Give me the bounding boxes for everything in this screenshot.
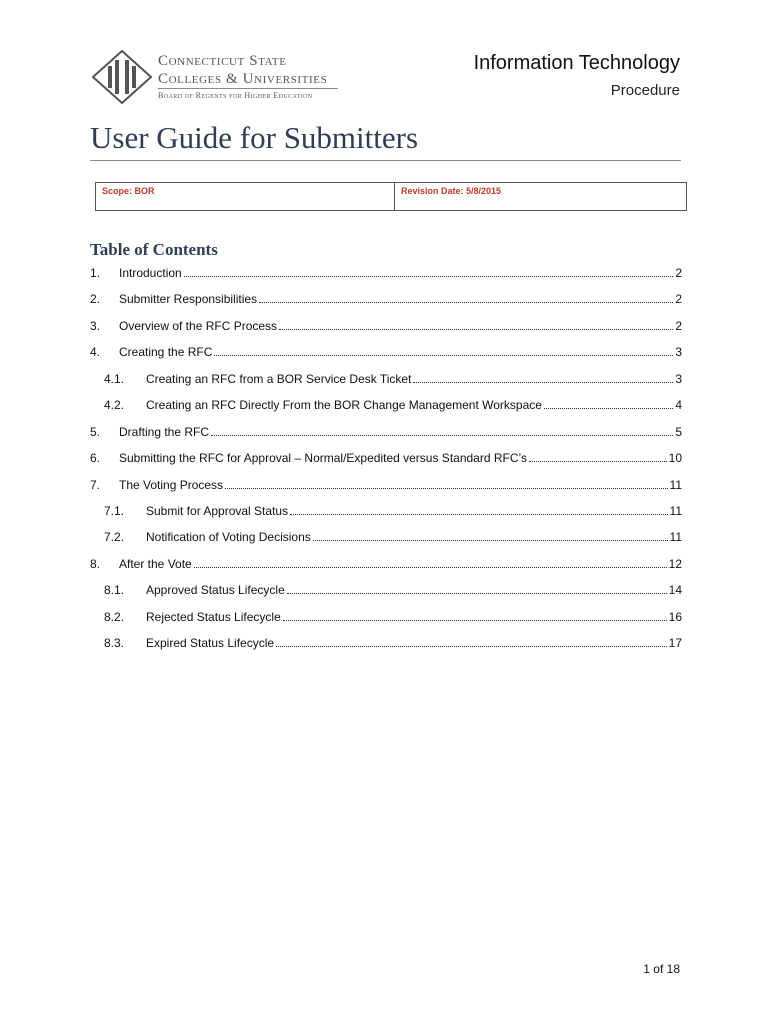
header-right <box>474 50 680 99</box>
toc-leader-dots <box>544 398 673 409</box>
toc-entry-page[interactable]: 11 <box>669 530 682 544</box>
toc-entry-label[interactable]: Approved Status Lifecycle <box>146 583 285 597</box>
toc-entry-number: 1. <box>90 266 101 280</box>
toc-entry[interactable] <box>90 478 682 496</box>
toc-leader-dots <box>313 530 668 541</box>
scope-revision-table <box>95 182 687 211</box>
toc-entry-page[interactable]: 3 <box>675 372 682 386</box>
toc-entry-page[interactable]: 5 <box>675 425 682 439</box>
toc-entry[interactable] <box>90 292 682 310</box>
toc-entry-number: 5. <box>90 425 101 439</box>
toc-entry-number: 8.2. <box>104 610 125 624</box>
toc-entry[interactable] <box>90 451 682 469</box>
logo-line-2: Colleges & Universities <box>158 71 328 87</box>
toc-leader-dots <box>225 478 667 489</box>
toc-entry-number: 7.1. <box>104 504 125 518</box>
toc-entry-page[interactable]: 2 <box>675 292 682 306</box>
toc-entry-number: 8.3. <box>104 636 125 650</box>
toc-entry-label[interactable]: Submit for Approval Status <box>146 504 289 518</box>
department-title: Information Technology <box>473 52 680 74</box>
ccsu-logo <box>92 50 342 105</box>
toc-entry-number: 7. <box>90 478 101 492</box>
logo-line-1: Connecticut State <box>158 53 287 69</box>
toc-leader-dots <box>413 372 673 383</box>
toc-entry[interactable] <box>90 530 682 548</box>
toc-entry-label[interactable]: Creating an RFC from a BOR Service Desk Ticket <box>146 372 412 386</box>
toc-leader-dots <box>211 425 673 436</box>
toc-entry-page[interactable]: 2 <box>675 266 682 280</box>
toc-entry[interactable] <box>90 345 682 363</box>
page-number: 1 of 18 <box>643 962 680 976</box>
toc-leader-dots <box>184 266 674 277</box>
logo-emblem-icon <box>92 50 152 104</box>
toc-entry-page[interactable]: 16 <box>668 610 682 624</box>
toc-leader-dots <box>290 504 667 515</box>
page-title: User Guide for Submitters <box>90 120 419 155</box>
toc-heading: Table of Contents <box>90 240 218 259</box>
toc-entry-label[interactable]: Notification of Voting Decisions <box>146 530 311 544</box>
toc-entry-number: 8.1. <box>104 583 125 597</box>
toc-entry[interactable] <box>90 425 682 443</box>
toc-leader-dots <box>279 319 673 330</box>
toc-entry-number: 2. <box>90 292 101 306</box>
toc-entry-number: 3. <box>90 319 101 333</box>
toc-entry[interactable] <box>90 319 682 337</box>
toc-entry[interactable] <box>90 636 682 654</box>
toc-entry-label[interactable]: The Voting Process <box>119 478 224 492</box>
toc-entry-number: 7.2. <box>104 530 125 544</box>
toc-leader-dots <box>194 557 667 568</box>
toc-entry-label[interactable]: Submitting the RFC for Approval – Normal/Expedited versus Standard RFC’s <box>119 451 527 465</box>
toc-leader-dots <box>259 292 673 303</box>
toc-leader-dots <box>276 636 667 647</box>
toc-entry-page[interactable]: 10 <box>668 451 682 465</box>
toc-entry-label[interactable]: Rejected Status Lifecycle <box>146 610 281 624</box>
toc-entry-page[interactable]: 4 <box>675 398 682 412</box>
toc-entry-number: 4. <box>90 345 101 359</box>
toc-entry-page[interactable]: 11 <box>669 478 682 492</box>
toc-entry-label[interactable]: Introduction <box>119 266 182 280</box>
toc-leader-dots <box>287 583 667 594</box>
toc-entry-page[interactable]: 12 <box>668 557 682 571</box>
toc-entry-page[interactable]: 2 <box>675 319 682 333</box>
revision-date-cell: Revision Date: 5/8/2015 <box>401 186 502 196</box>
toc-entry-label[interactable]: Expired Status Lifecycle <box>146 636 275 650</box>
toc-entry[interactable] <box>90 610 682 628</box>
toc-entry-number: 4.1. <box>104 372 125 386</box>
toc-entry-label[interactable]: Overview of the RFC Process <box>119 319 278 333</box>
toc-entry[interactable] <box>90 266 682 284</box>
title-divider <box>90 160 681 161</box>
toc-entry[interactable] <box>90 557 682 575</box>
toc-entry-label[interactable]: After the Vote <box>119 557 192 571</box>
scope-cell: Scope: BOR <box>96 183 395 210</box>
toc-entry-label[interactable]: Drafting the RFC <box>119 425 210 439</box>
toc-entry-page[interactable]: 14 <box>668 583 682 597</box>
logo-wordmark <box>158 52 327 88</box>
toc-entry-page[interactable]: 17 <box>668 636 682 650</box>
document-type: Procedure <box>610 82 680 99</box>
toc-leader-dots <box>283 610 667 621</box>
toc-entry-number: 6. <box>90 451 101 465</box>
toc-entry-number: 4.2. <box>104 398 125 412</box>
logo-divider <box>158 88 338 89</box>
toc-entry-number: 8. <box>90 557 101 571</box>
toc-entry[interactable] <box>90 372 682 390</box>
toc-entry-label[interactable]: Creating the RFC <box>119 345 213 359</box>
toc-entry-page[interactable]: 11 <box>669 504 682 518</box>
toc-entry[interactable] <box>90 398 682 416</box>
toc-entry[interactable] <box>90 504 682 522</box>
toc-entry[interactable] <box>90 583 682 601</box>
toc-entry-page[interactable]: 3 <box>675 345 682 359</box>
toc-entry-label[interactable]: Submitter Responsibilities <box>119 292 258 306</box>
logo-line-3: Board of Regents for Higher Education <box>158 91 313 100</box>
toc-leader-dots <box>529 451 667 462</box>
toc-leader-dots <box>214 345 673 356</box>
toc-entry-label[interactable]: Creating an RFC Directly From the BOR Change Management Workspace <box>146 398 542 412</box>
